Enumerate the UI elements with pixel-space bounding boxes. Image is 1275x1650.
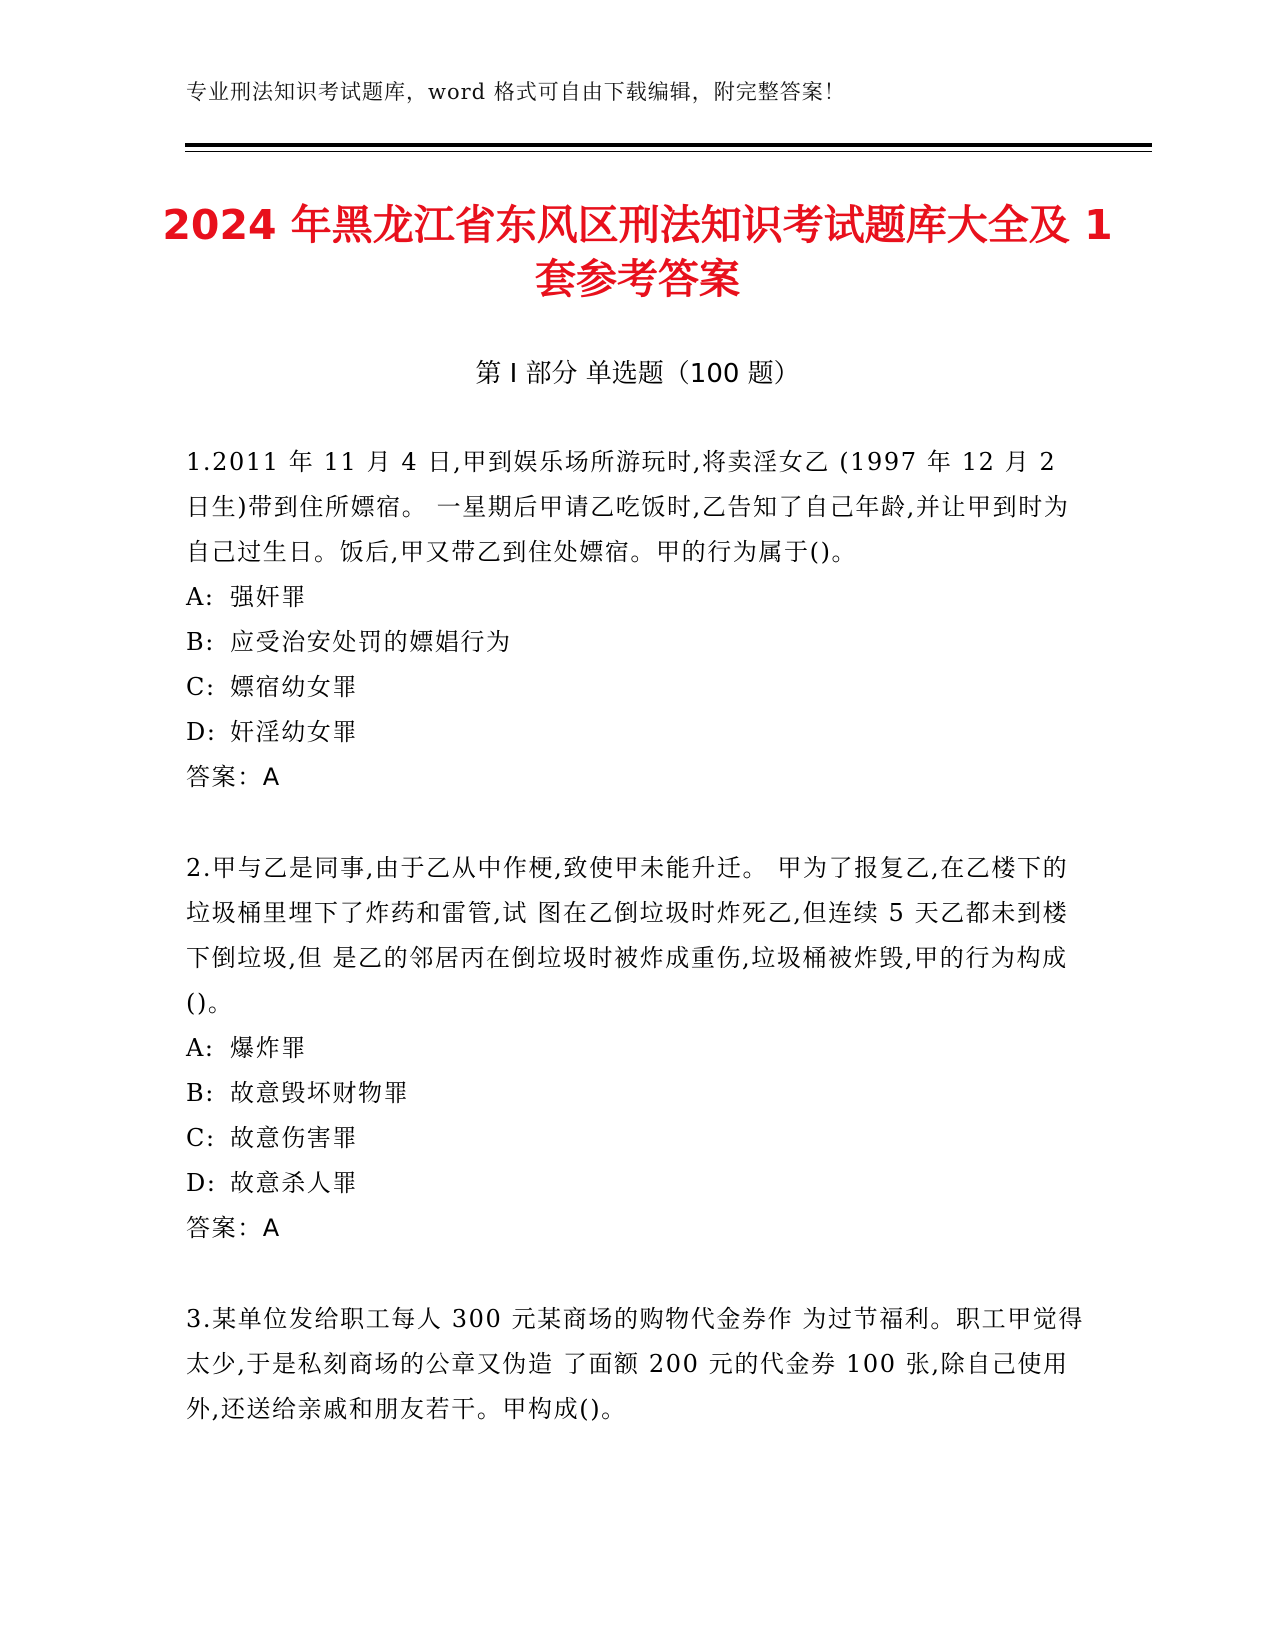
option-b — [186, 1071, 1086, 1116]
option-key: A: — [186, 1034, 215, 1062]
question-3 — [186, 1297, 1086, 1432]
question-2 — [186, 846, 1086, 1251]
option-c — [186, 1116, 1086, 1161]
question-stem: 2.甲与乙是同事,由于乙从中作梗,致使甲未能升迁。 甲为了报复乙,在乙楼下的垃圾桶里埋下了炸药和雷管,试 图在乙倒垃圾时炸死乙,但连续 5 天乙都未到楼下倒垃圾,但 是乙的邻居丙在倒垃圾时被炸成重伤,垃圾桶被炸毁,甲的行为构成()。 — [186, 854, 1069, 1017]
option-b — [186, 620, 1086, 665]
option-text: 故意杀人罪 — [230, 1169, 358, 1197]
option-a — [186, 575, 1086, 620]
option-text: 爆炸罪 — [230, 1034, 307, 1062]
option-a — [186, 1026, 1086, 1071]
option-key: C: — [186, 1124, 216, 1152]
option-key: A: — [186, 583, 215, 611]
option-key: C: — [186, 673, 216, 701]
option-key: B: — [186, 1079, 215, 1107]
header-rule-thin — [185, 151, 1152, 152]
option-d — [186, 1161, 1086, 1206]
option-d — [186, 710, 1086, 755]
question-list — [186, 440, 1086, 1478]
question-stem: 3.某单位发给职工每人 300 元某商场的购物代金券作 为过节福利。职工甲觉得太少,于是私刻商场的公章又伪造 了面额 200 元的代金券 100 张,除自己使用外,还送给亲戚和朋友若干。甲构成()。 — [186, 1305, 1084, 1423]
answer-line: 答案：A — [186, 763, 281, 791]
option-key: B: — [186, 628, 215, 656]
option-text: 故意伤害罪 — [230, 1124, 358, 1152]
option-text: 应受治安处罚的嫖娼行为 — [230, 628, 512, 656]
option-key: D: — [186, 1169, 217, 1197]
question-1 — [186, 440, 1086, 800]
answer-line: 答案：A — [186, 1214, 281, 1242]
page-header-text: 专业刑法知识考试题库，word 格式可自由下载编辑，附完整答案！ — [186, 80, 846, 104]
option-text: 奸淫幼女罪 — [230, 718, 358, 746]
document-title: 2024 年黑龙江省东风区刑法知识考试题库大全及 1 套参考答案 — [162, 201, 1113, 303]
option-text: 强奸罪 — [230, 583, 307, 611]
option-c — [186, 665, 1086, 710]
question-stem: 1.2011 年 11 月 4 日,甲到娱乐场所游玩时,将卖淫女乙 (1997 年 12 月 2 日生)带到住所嫖宿。 一星期后甲请乙吃饭时,乙告知了自己年龄,并让甲到时为自己过生日。饭后,甲又带乙到住处嫖宿。甲的行为属于()。 — [186, 448, 1070, 566]
option-key: D: — [186, 718, 217, 746]
section-title: 第 I 部分 单选题（100 题） — [475, 359, 800, 389]
header-rule-thick — [185, 143, 1152, 147]
option-text: 故意毁坏财物罪 — [230, 1079, 410, 1107]
option-text: 嫖宿幼女罪 — [230, 673, 358, 701]
